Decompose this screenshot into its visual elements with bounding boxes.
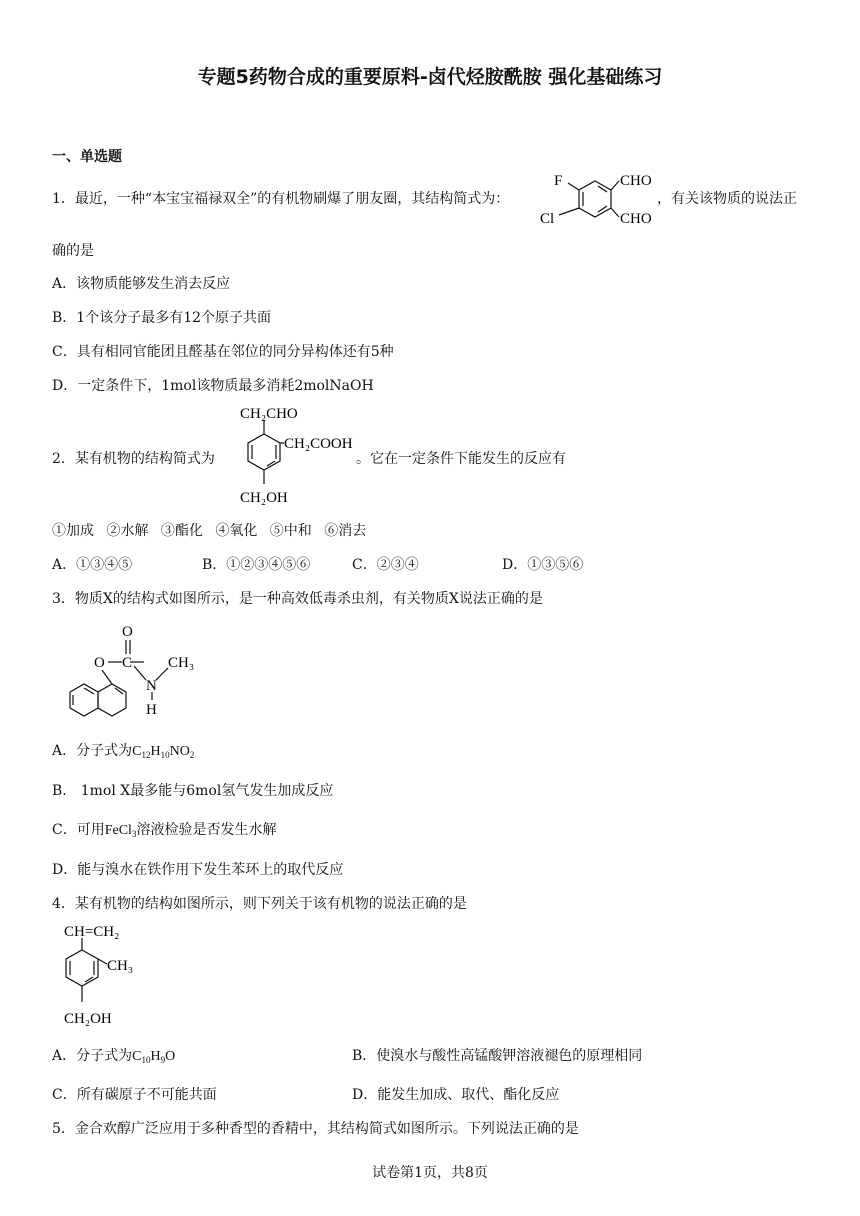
q3-option-c (52, 821, 276, 840)
q2-reactions: ①加成 ②水解 ③酯化 ④氧化 ⑤中和 ⑥消去 (52, 523, 367, 539)
q3-option-b: B． 1mol X最多能与6mol氢气发生加成反应 (52, 783, 334, 799)
q4-ch3: CH₃ (107, 958, 134, 974)
q3-stem: 3．物质X的结构式如图所示，是一种高效低毒杀虫剂，有关物质X说法正确的是 (52, 591, 543, 607)
q4-option-a (52, 1047, 175, 1066)
q1-structure (535, 168, 657, 230)
q4-vinyl: CH=CH₂ (64, 924, 120, 940)
q4-option-b: B．使溴水与酸性高锰酸钾溶液褪色的原理相同 (352, 1048, 643, 1064)
q3-H: H (146, 702, 157, 718)
q1-Cl: Cl (540, 211, 555, 227)
q2-structure (224, 400, 360, 508)
q3-option-c-prefix: C．可用 (52, 822, 105, 838)
q3-option-c-suffix: 溶液检验是否发生水解 (136, 822, 277, 838)
page-footer: 试卷第1页，共8页 (372, 1165, 488, 1181)
q2-option-b: B．①②③④⑤⑥ (202, 557, 311, 573)
q1-option-b: B．1个该分子最多有12个原子共面 (52, 310, 272, 326)
q2-ch2oh: CH₂OH (240, 490, 288, 506)
q2-stem-cont: 。它在一定条件下能发生的反应有 (356, 451, 566, 467)
q4-option-d: D．能发生加成、取代、酯化反应 (352, 1087, 560, 1103)
q4-stem: 4．某有机物的结构如图所示，则下列关于该有机物的说法正确的是 (52, 896, 467, 912)
q3-option-c-formula: FeCl$_3$ (104, 823, 137, 839)
q1-option-a: A．该物质能够发生消去反应 (52, 276, 231, 292)
q3-N: N (146, 678, 157, 694)
q3-O-top: O (122, 624, 133, 640)
q3-option-a-formula: $C_{12}H_{10}NO_2$ (132, 744, 195, 760)
q2-ch2cooh: CH₂COOH (284, 436, 353, 452)
q3-option-d: D．能与溴水在铁作用下发生苯环上的取代反应 (52, 862, 344, 878)
q1-option-d: D．一定条件下，1mol该物质最多消耗2molNaOH (52, 378, 374, 394)
q5-stem: 5．金合欢醇广泛应用于多种香型的香精中，其结构简式如图所示。下列说法正确的是 (52, 1121, 579, 1137)
q3-option-a (52, 742, 194, 761)
q4-option-a-prefix: A．分子式为 (52, 1048, 133, 1064)
q1-CHO-top: CHO (620, 173, 652, 189)
q1-F: F (554, 173, 563, 189)
q3-CH3: CH₃ (168, 655, 195, 671)
q3-O-left: O (94, 655, 105, 671)
q4-option-c: C．所有碳原子不可能共面 (52, 1087, 217, 1103)
q2-option-a: A．①③④⑤ (52, 557, 133, 573)
q1-option-c: C．具有相同官能团且醛基在邻位的同分异构体还有5种 (52, 344, 394, 360)
q1-stem-end: 确的是 (52, 243, 94, 259)
q3-option-a-prefix: A．分子式为 (52, 743, 133, 759)
section-heading: 一、单选题 (52, 149, 122, 165)
q2-stem: 2．某有机物的结构简式为 (52, 451, 215, 467)
q2-option-c: C．②③④ (352, 557, 419, 573)
q1-CHO-bottom: CHO (620, 211, 652, 227)
q4-structure (52, 918, 172, 1030)
q3-C: C (122, 655, 133, 671)
q4-option-a-formula: $C_{10}H_9O$ (132, 1049, 176, 1065)
q4-ch2oh: CH₂OH (64, 1011, 112, 1027)
q2-option-d: D．①③⑤⑥ (502, 557, 584, 573)
page-title: 专题5药物合成的重要原料-卤代烃胺酰胺 强化基础练习 (197, 66, 663, 88)
q3-structure (52, 618, 212, 722)
q1-stem: 1．最近，一种“本宝宝福禄双全”的有机物刷爆了朋友圈，其结构简式为： (52, 191, 510, 207)
q2-ch2cho: CH₂CHO (240, 406, 298, 422)
q1-stem-cont: ，有关该物质的说法正 (657, 191, 797, 207)
